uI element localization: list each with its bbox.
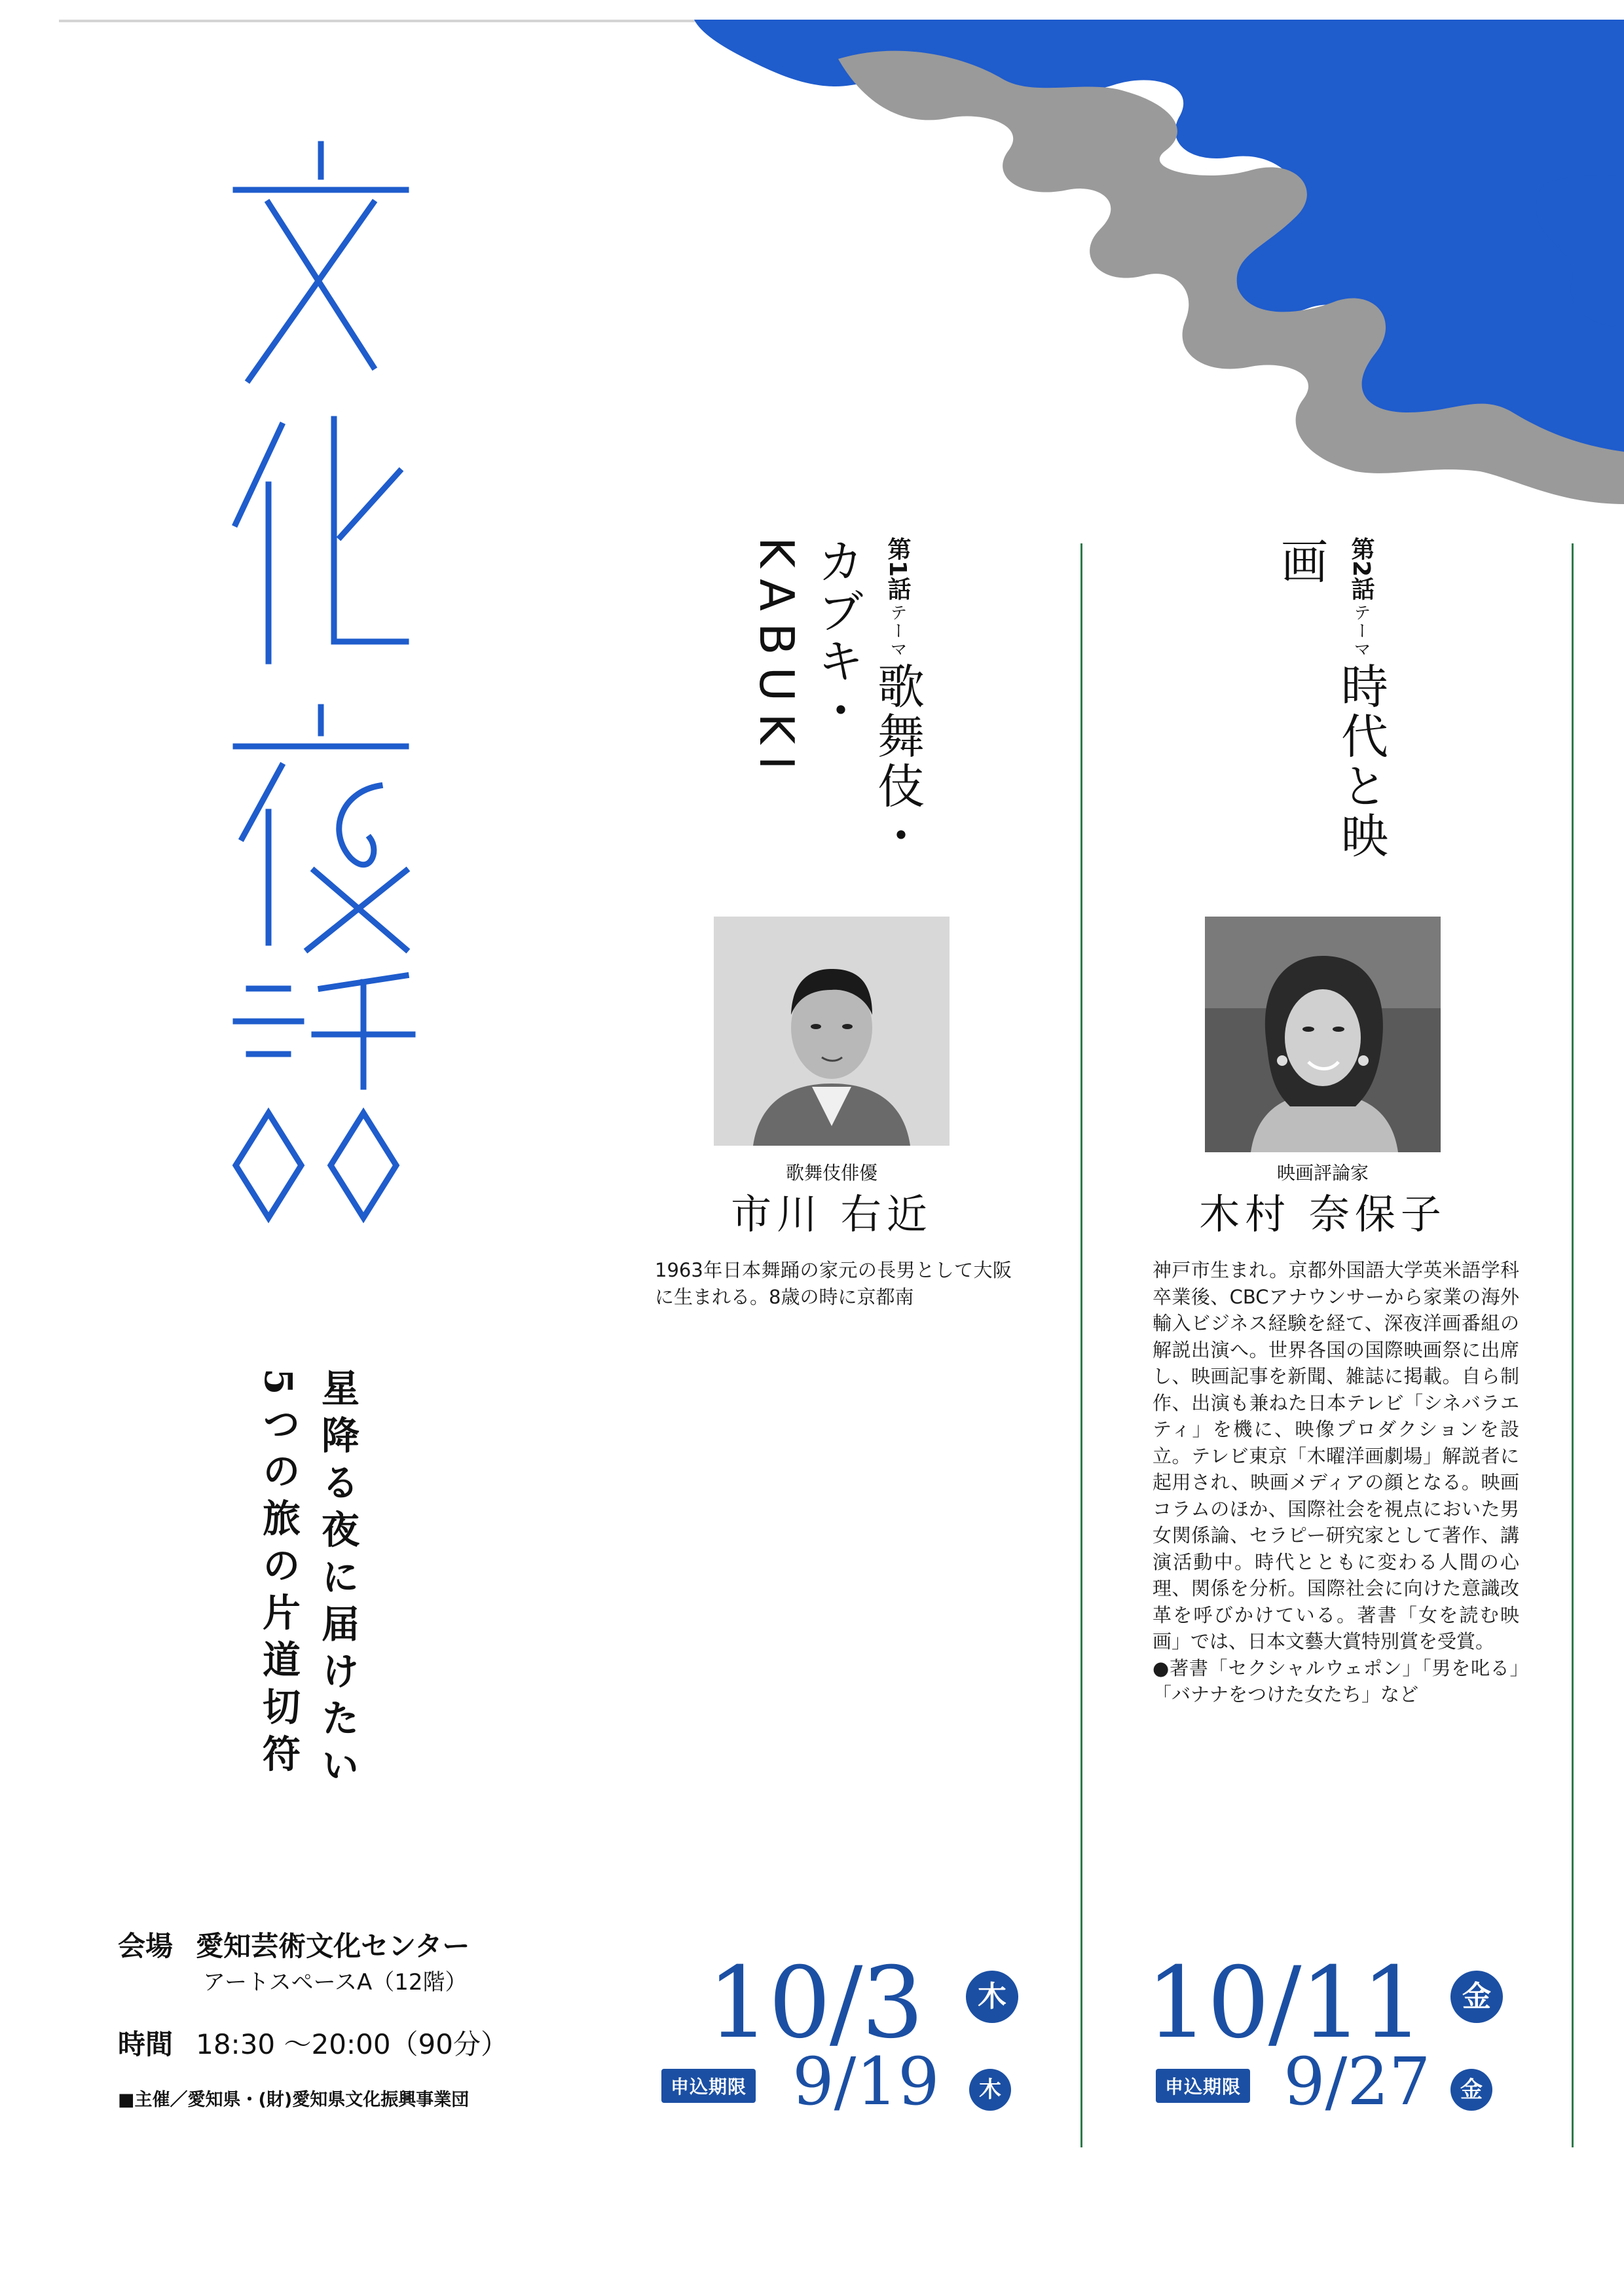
episode-2-bio xyxy=(1153,1257,1519,1708)
tagline xyxy=(249,1368,367,1827)
episode-1-title-line1: 歌舞伎・カブキ・ xyxy=(809,537,925,862)
venue-block xyxy=(118,1925,470,1964)
title-char-hanashi xyxy=(236,975,413,1218)
title-char-ka xyxy=(236,419,406,661)
time-label: 時間 xyxy=(118,2028,174,2060)
episode-1-deadline-date: 9/19 xyxy=(792,2043,940,2120)
portrait-man-icon xyxy=(714,917,950,1146)
venue-name: 愛知芸術文化センター xyxy=(196,1930,470,1962)
episode-1-theme-label: テーマ xyxy=(887,604,907,659)
episode-1-deadline-label: 申込期限 xyxy=(661,2069,756,2103)
time-block xyxy=(118,2023,508,2062)
episode-2-speaker-photo xyxy=(1205,917,1441,1152)
episode-1-theme xyxy=(747,537,927,903)
title-char-bun xyxy=(236,144,406,380)
episode-2-deadline-weekday: 金 xyxy=(1450,2069,1492,2111)
column-divider xyxy=(1080,543,1082,2147)
episode-2-role: 映画評論家 xyxy=(1276,1162,1369,1184)
episode-2-date: 10/11 xyxy=(1146,1946,1423,2060)
episode-1-title-line2: KABUKI xyxy=(749,537,804,782)
episode-1-bio-para1: 1963年日本舞踊の家元の長男として大阪に生まれる。8歳の時に京都南 xyxy=(655,1259,1012,1308)
venue-label: 会場 xyxy=(118,1930,174,1962)
episode-2-bio-books: ●著書「セクシャルウェポン」「男を叱る」「バナナをつけた女たち」など xyxy=(1153,1656,1519,1705)
episode-2-theme xyxy=(1270,537,1391,864)
title-logo xyxy=(210,118,432,1270)
episode-1-date: 10/3 xyxy=(707,1946,923,2060)
venue-room: アートスペースA（12階） xyxy=(203,1969,468,1995)
episode-2-number: 第2話 xyxy=(1348,537,1375,601)
organizer: ■主催／愛知県・(財)愛知県文化振興事業団 xyxy=(118,2090,470,2110)
episode-1-name: 市川 右近 xyxy=(731,1190,932,1238)
column-divider-right xyxy=(1572,543,1574,2147)
episode-2-weekday: 金 xyxy=(1450,1971,1503,2023)
episode-2-title-line1: 時代と映画 xyxy=(1273,537,1388,862)
episode-1-bio xyxy=(655,1257,1012,1310)
tagline-line2: 5つの旅の片道切符 xyxy=(256,1368,301,1781)
tagline-line1: 星降る夜に届けたい xyxy=(315,1368,360,1793)
episode-2-name: 木村 奈保子 xyxy=(1199,1190,1447,1238)
episode-2-bio-para1: 神戸市生まれ。京都外国語大学英米語学科卒業後、CBCアナウンサーから家業の海外輸入ビジネス経験を経て、深夜洋画番組の解説出演へ。世界各国の国際映画祭に出席し、映画記事を新聞、雑誌に掲載。自ら制作、出演も兼ねた日本テレビ「シネバラエティ」を機に、映像プロダクションを設立。テレビ東京「木曜洋画劇場」解説者に起用され、映画メディアの顔となる。映画コラムのほか、国際社会を視点においた男女関係論、セラピー研究家として著作、講演活動中。時代とともに変わる人間の心理、関係を分析。国際社会に向けた意識改革を呼びかけている。著書「女を読む映画」では、日本文藝大賞特別賞を受賞。 xyxy=(1153,1259,1519,1652)
episode-1-deadline-weekday: 木 xyxy=(969,2069,1011,2111)
time-value: 18:30 ～20:00（90分） xyxy=(196,2028,508,2060)
episode-1-weekday: 木 xyxy=(966,1971,1018,2023)
episode-2-theme-label: テーマ xyxy=(1351,604,1371,659)
episode-1-number: 第1話 xyxy=(884,537,911,601)
portrait-woman-icon xyxy=(1205,917,1441,1152)
episode-2-deadline-date: 9/27 xyxy=(1283,2043,1431,2120)
title-char-yoru xyxy=(236,707,406,949)
episode-1-role: 歌舞伎俳優 xyxy=(785,1162,877,1184)
episode-1-speaker-photo xyxy=(714,917,950,1146)
cloud-band-illustration xyxy=(694,20,1624,504)
episode-2-deadline-label: 申込期限 xyxy=(1156,2069,1250,2103)
